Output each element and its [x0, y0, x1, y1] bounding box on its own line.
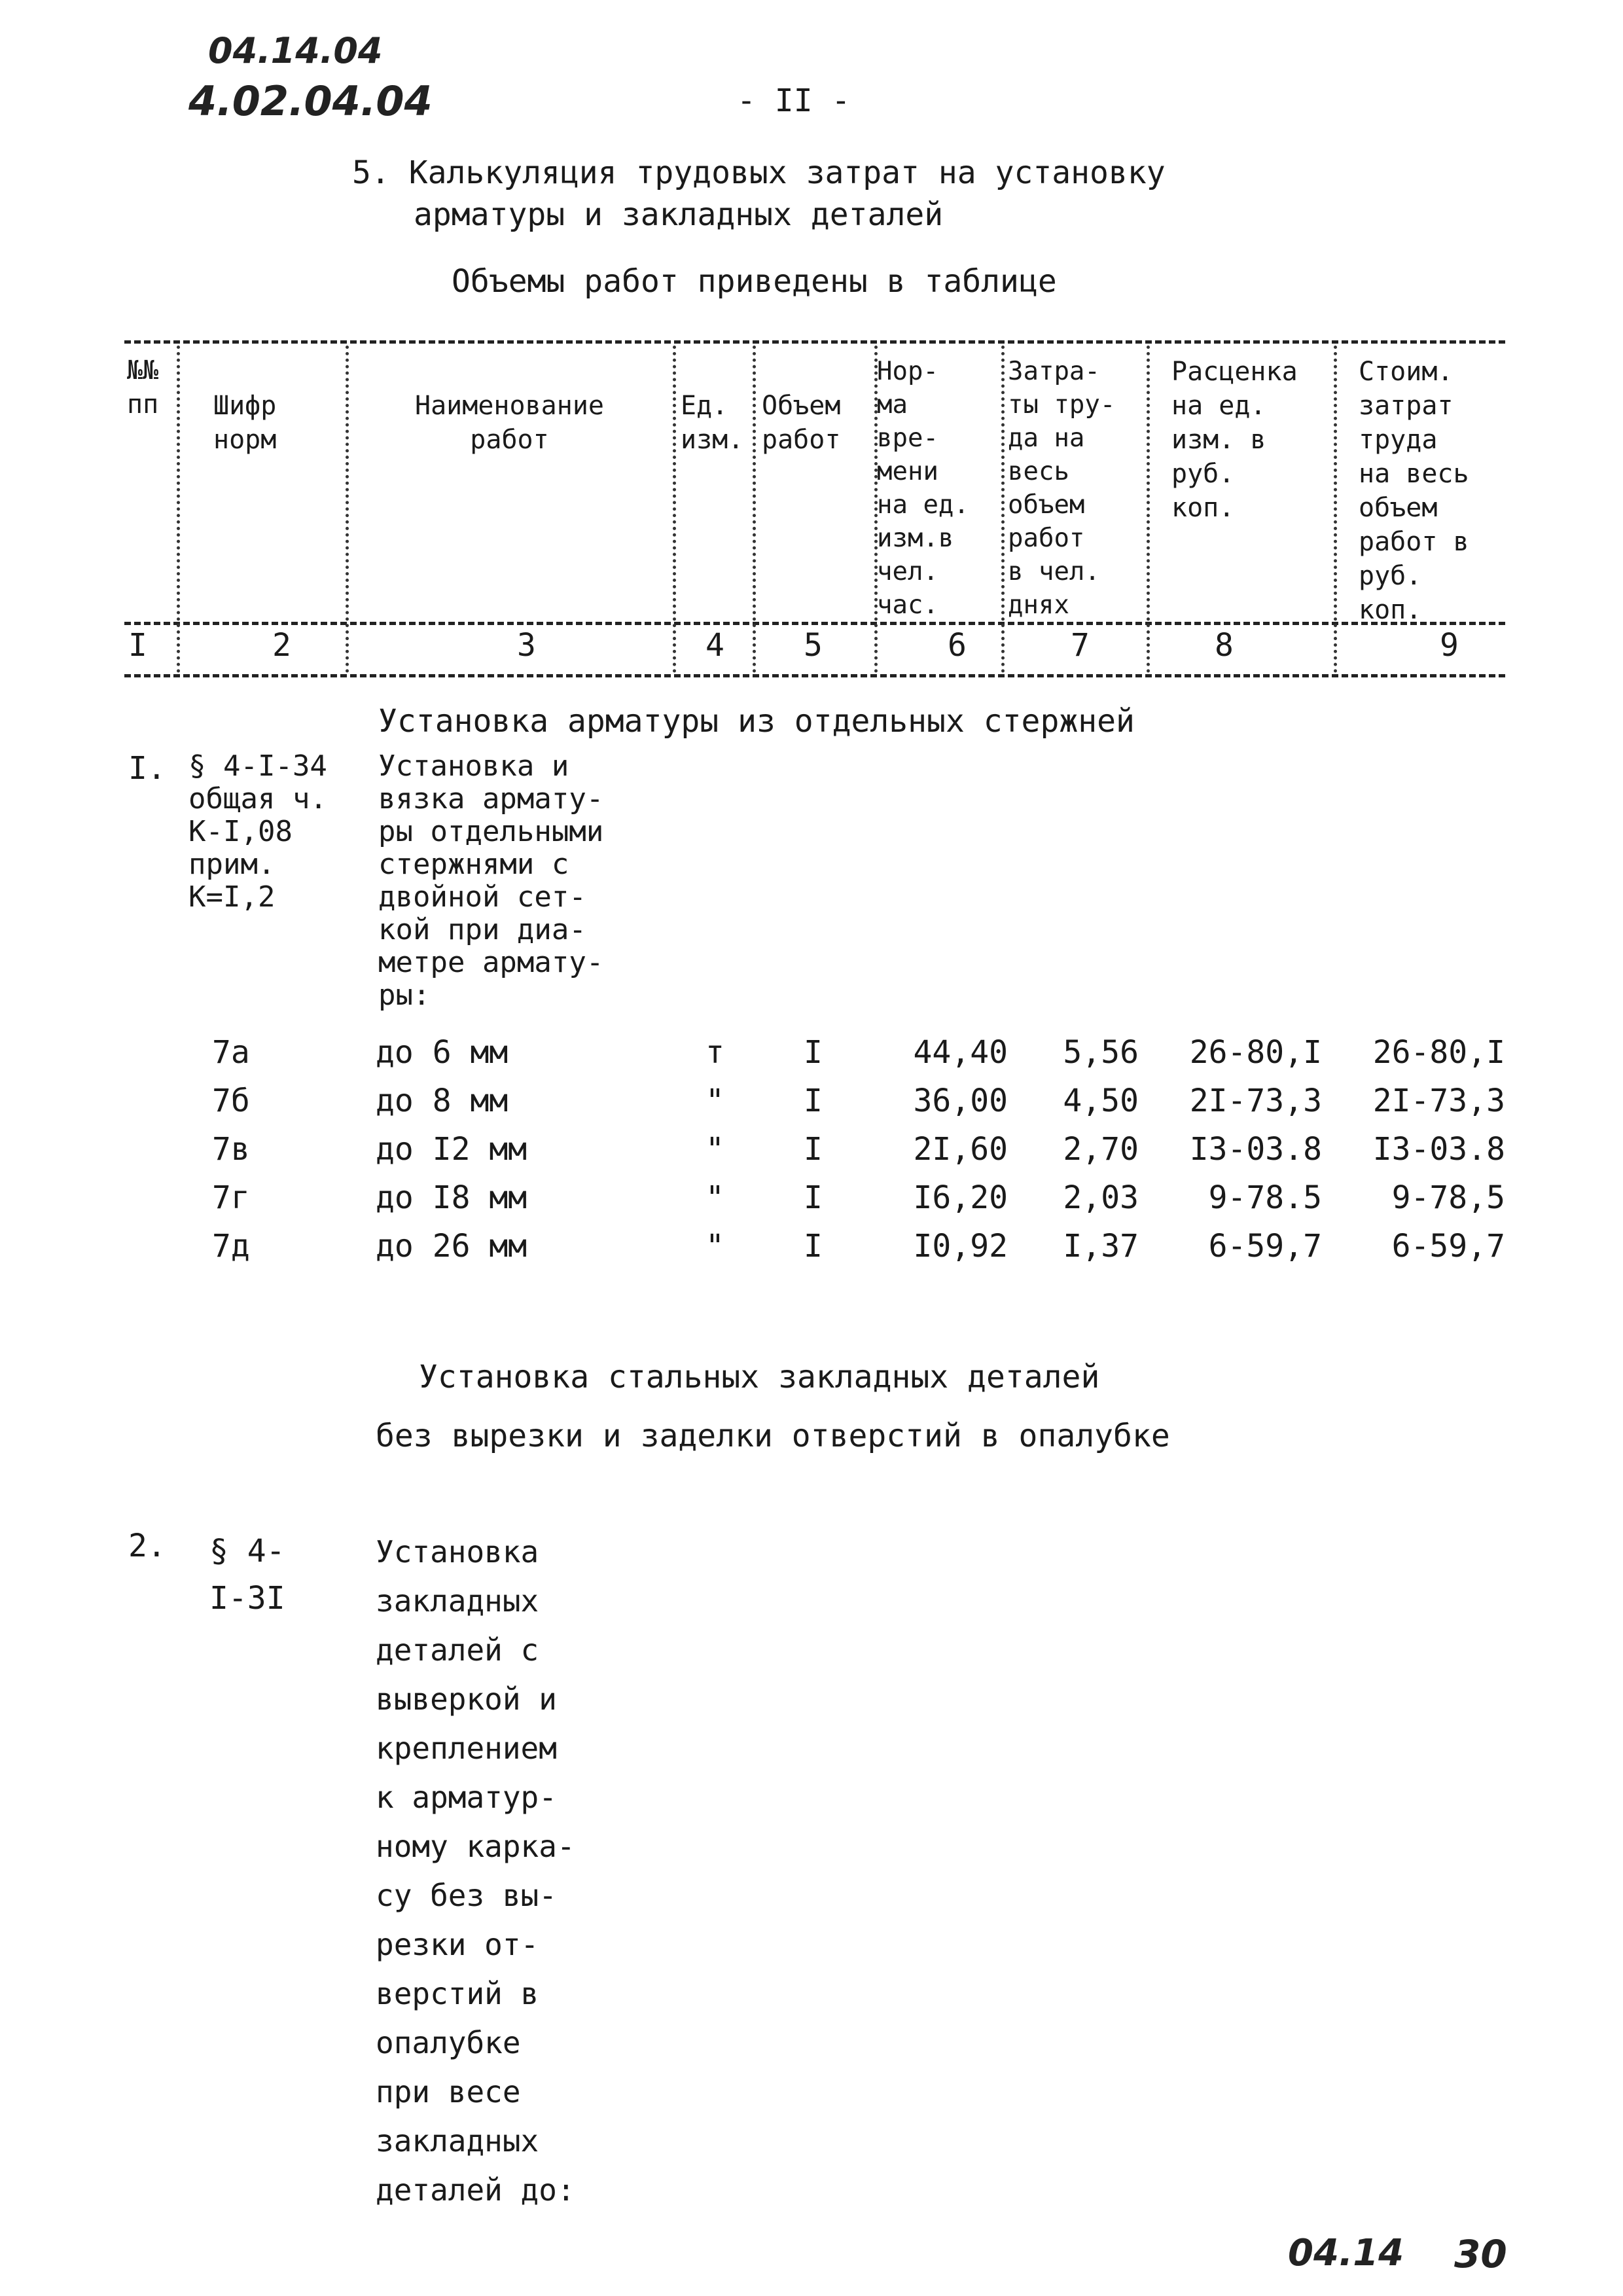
handwritten-code: 4.02.04.04: [188, 77, 433, 125]
handwritten-date: 04.14.04: [208, 30, 383, 71]
row-code: 7б: [212, 1083, 250, 1119]
row-volume: I: [804, 1131, 823, 1168]
column-number: 3: [517, 627, 536, 664]
row-rate: 6-59,7: [1208, 1228, 1322, 1265]
column-number: 7: [1071, 627, 1090, 664]
row-name: до 6 мм: [376, 1034, 508, 1071]
section-1-description: Установка и вязка армату- ры отдельными стержнями с двойной сет- кой при диа- метре армату- ры:: [378, 749, 604, 1012]
header-col-4: Ед. изм.: [681, 391, 744, 455]
section-1-item-number: I.: [128, 750, 166, 787]
row-cost: 9-78,5: [1391, 1179, 1505, 1216]
col-divider: [1147, 346, 1150, 673]
row-cost: 26-80,I: [1372, 1034, 1505, 1071]
row-labor: I,37: [1063, 1228, 1139, 1265]
row-volume: I: [804, 1228, 823, 1265]
row-volume: I: [804, 1034, 823, 1071]
row-norm: 36,00: [913, 1083, 1008, 1119]
col-divider: [177, 346, 180, 673]
row-name: до 8 мм: [376, 1083, 508, 1119]
row-labor: 5,56: [1063, 1034, 1139, 1071]
header-col-9: Стоим. затрат труда на весь объем работ в руб. коп.: [1359, 357, 1469, 625]
column-number: 9: [1440, 627, 1459, 664]
header-col-3: Наименование работ: [415, 391, 604, 455]
row-cost: I3-03.8: [1372, 1131, 1505, 1168]
row-unit: ": [705, 1179, 724, 1216]
row-name: до I2 мм: [376, 1131, 527, 1168]
row-code: 7в: [212, 1131, 250, 1168]
section-1-code: § 4-I-34 общая ч. К-I,08 прим. К=I,2: [188, 749, 327, 914]
section-2-heading-line1: Установка стальных закладных деталей: [419, 1359, 1100, 1395]
row-rate: 2I-73,3: [1189, 1083, 1322, 1119]
section-2-description: Установка закладных деталей с выверкой и креплением к арматур- ному карка- су без вы- резки от- верстий в опалубке при весе закладных деталей до:: [376, 1534, 575, 2208]
row-unit: ": [705, 1131, 724, 1168]
row-cost: 2I-73,3: [1372, 1083, 1505, 1119]
row-volume: I: [804, 1179, 823, 1216]
header-col-1: №№ пп: [127, 355, 159, 420]
section-2-code: § 4- I-3I: [209, 1533, 285, 1617]
row-rate: 9-78.5: [1208, 1179, 1322, 1216]
row-name: до I8 мм: [376, 1179, 527, 1216]
column-number: I: [128, 627, 147, 664]
row-volume: I: [804, 1083, 823, 1119]
column-number: 6: [948, 627, 967, 664]
row-norm: 44,40: [913, 1034, 1008, 1071]
row-labor: 2,70: [1063, 1131, 1139, 1168]
header-top-rule: [124, 340, 1505, 344]
header-col-2: Шифр норм: [213, 391, 277, 455]
section-title-line1: 5. Калькуляция трудовых затрат на установку: [352, 154, 1166, 191]
row-labor: 4,50: [1063, 1083, 1139, 1119]
section-1-heading: Установка арматуры из отдельных стержней: [378, 703, 1135, 740]
col-divider: [1001, 346, 1005, 673]
section-2-item-number: 2.: [128, 1528, 166, 1564]
col-divider: [673, 346, 676, 673]
row-code: 7д: [212, 1228, 250, 1265]
table-caption: Объемы работ приведены в таблице: [452, 263, 1057, 300]
column-number: 8: [1215, 627, 1234, 664]
column-number: 4: [705, 627, 724, 664]
row-name: до 26 мм: [376, 1228, 527, 1265]
header-col-5: Объем работ: [762, 391, 841, 455]
column-number: 5: [804, 627, 823, 664]
header-col-8: Расценка на ед. изм. в руб. коп.: [1171, 357, 1298, 523]
row-code: 7г: [212, 1179, 250, 1216]
row-rate: I3-03.8: [1189, 1131, 1322, 1168]
row-cost: 6-59,7: [1391, 1228, 1505, 1265]
column-numbers-rule: [124, 674, 1505, 677]
row-unit: т: [705, 1034, 724, 1071]
row-norm: 2I,60: [913, 1131, 1008, 1168]
col-divider: [753, 346, 756, 673]
row-unit: ": [705, 1228, 724, 1265]
row-rate: 26-80,I: [1189, 1034, 1322, 1071]
header-col-7: Затра- ты тру- да на весь объем работ в чел. днях: [1008, 357, 1116, 620]
col-divider: [1334, 346, 1337, 673]
header-bottom-rule: [124, 622, 1505, 625]
footer-handwritten-code: 04.14: [1288, 2232, 1404, 2274]
section-title-line2: арматуры и закладных деталей: [414, 196, 944, 233]
column-number: 2: [272, 627, 291, 664]
row-code: 7а: [212, 1034, 250, 1071]
header-col-6: Нор- ма вре- мени на ед. изм.в чел. час.: [877, 357, 969, 620]
row-unit: ": [705, 1083, 724, 1119]
row-labor: 2,03: [1063, 1179, 1139, 1216]
page-number: - II -: [737, 82, 851, 119]
section-2-heading-line2: без вырезки и заделки отверстий в опалубке: [376, 1418, 1170, 1454]
col-divider: [346, 346, 349, 673]
row-norm: I0,92: [913, 1228, 1008, 1265]
footer-page-number: 30: [1454, 2232, 1507, 2276]
row-norm: I6,20: [913, 1179, 1008, 1216]
